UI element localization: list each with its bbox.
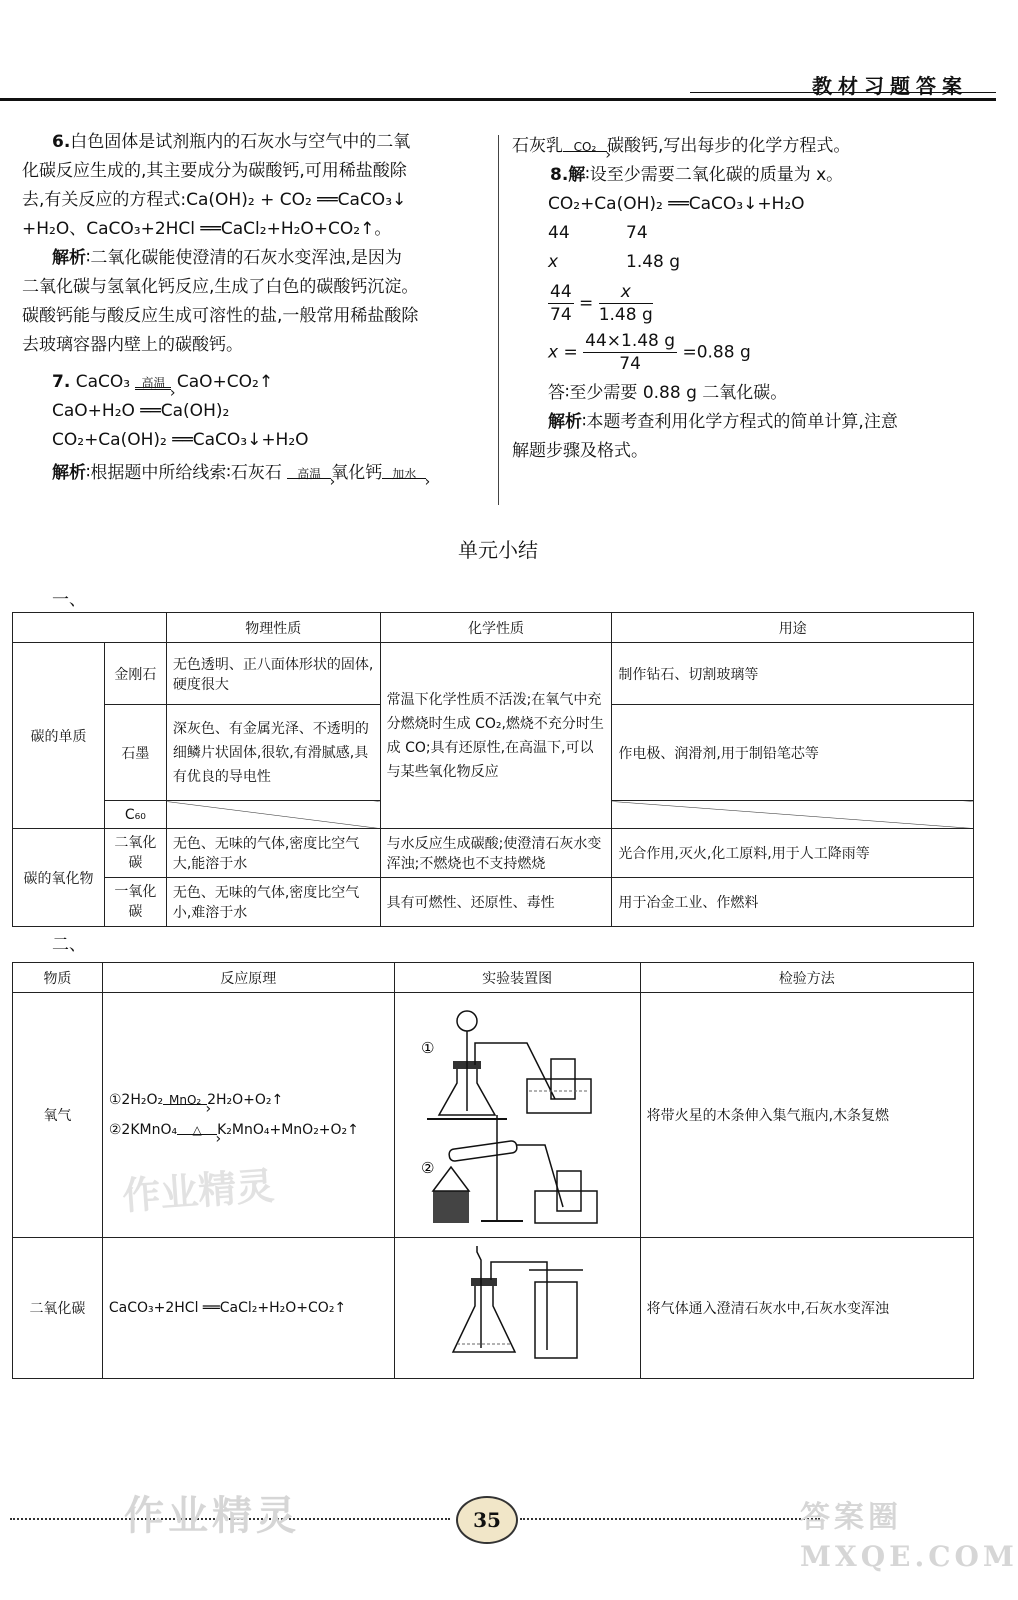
arrow-icon (563, 141, 607, 154)
co2-use: 光合作用,灭火,化工原料,用于人工降雨等 (612, 829, 974, 878)
q6-analysis-3: 碳酸钙能与酸反应生成可溶性的盐,一般常用稀盐酸除 (22, 306, 419, 326)
q7-number: 7. (52, 372, 71, 392)
o2-r1-cond: MnO₂ (169, 1093, 202, 1107)
apparatus-label-2: ② (420, 1159, 435, 1177)
q6-line-2: 化碳反应生成的,其主要成分为碳酸钙,可用稀盐酸除 (22, 161, 407, 181)
fraction-x-1.48 (599, 281, 653, 326)
co2-chemical: 与水反应生成碳酸;使澄清石灰水变浑浊;不燃烧也不支持燃烧 (380, 829, 612, 878)
graphite-physical: 深灰色、有金属光泽、不透明的细鳞片状固体,很软,有滑腻感,具有优良的导电性 (166, 705, 380, 801)
arrow-icon (177, 1124, 217, 1137)
q7-analysis: ∶根据题中所给线索∶石灰石 (86, 463, 282, 483)
stopper (471, 1278, 497, 1286)
page-header-title: 教材习题答案 (812, 74, 968, 98)
cont-left: 石灰乳 (512, 136, 563, 156)
q6-analysis-1: ∶二氧化碳能使澄清的石灰水变浑浊,是因为 (86, 248, 402, 268)
q6-line-3: 去,有关反应的方程式:Ca(OH)₂ + CO₂ ══CaCO₃↓ (22, 190, 407, 210)
q6-analysis-label: 解析 (52, 248, 86, 268)
watermark-logo: 答案圈 (800, 1500, 902, 1535)
q8-text: ∶设至少需要二氧化碳的质量为 x。 (585, 165, 844, 185)
long-funnel (477, 1246, 481, 1348)
delivery-tube-2 (517, 1145, 563, 1207)
q8-number: 8. (550, 165, 569, 185)
table-header: 化学性质 (380, 613, 612, 643)
q8-analysis-1: ∶本题考查利用化学方程式的简单计算,注意 (582, 412, 898, 432)
watermark-logo: 作业精灵 (120, 1163, 276, 1219)
q7-eq2: CaO+H₂O ══Ca(OH)₂ (52, 401, 230, 421)
apparatus-label-1: ① (420, 1039, 435, 1057)
q6-line-1: 白色固体是试剂瓶内的石灰水与空气中的二氧 (70, 132, 411, 152)
header-rule (0, 98, 996, 101)
water-trough-2 (535, 1191, 597, 1223)
q8-analysis-label: 解析 (548, 412, 582, 432)
lamp-flame (433, 1167, 469, 1191)
q8-x: x (548, 252, 559, 272)
oxygen-reaction-1 (109, 1085, 388, 1115)
co2-apparatus (394, 1238, 640, 1379)
test-tube (448, 1140, 517, 1161)
q8-analysis-2: 解题步骤及格式。 (512, 441, 648, 461)
table-header: 用途 (612, 613, 974, 643)
diagonal-cell (166, 801, 380, 829)
condition-arrow (135, 377, 171, 392)
row-label-diamond: 金刚石 (104, 643, 166, 705)
q7-mid: 氧化钙 (331, 463, 383, 483)
frac3-num: 44×1.48 g (585, 331, 676, 351)
q7-analysis-label: 解析 (52, 463, 86, 483)
summary-title: 单元小结 (458, 538, 538, 562)
delivery-tube (491, 1262, 547, 1350)
q8-result: =0.88 g (682, 342, 751, 363)
row-label-c60: C₆₀ (104, 801, 166, 829)
q8-x-eq: x = (548, 342, 578, 363)
arrow-icon (287, 468, 331, 481)
header-rule-thin (690, 92, 996, 93)
row-label-graphite: 石墨 (104, 705, 166, 801)
right-column: 石灰乳 CO₂ › 碳酸钙,写出每步的化学方程式。 8.解∶设至少需要二氧化碳的质量为 x。 CO₂+Ca(OH)₂ ══CaCO₃↓+H₂O 44 74 x 1.48 g $\frac{44}{74}$ = $\frac{x}{1.48 g}$ x = $\frac{44\times 1.48 g}{74}$ =0.88 g 答∶至少需要 0.88 g 二氧化碳。 解析∶本题考查利用化学方程式的简单计算,注意 解题步骤及格式。 (512, 132, 982, 466)
o2-r2-post: K₂MnO₄+MnO₂+O₂↑ (217, 1122, 359, 1138)
table-row (13, 829, 974, 878)
table-row (13, 963, 974, 993)
oxygen-apparatus (394, 993, 640, 1238)
table-header: 物质 (13, 963, 103, 993)
o2-r1-post: 2H₂O+O₂↑ (207, 1092, 284, 1108)
carbon-properties-table (12, 612, 974, 927)
row-label-carbon-dioxide: 二氧化碳 (13, 1238, 103, 1379)
column-divider (498, 135, 499, 505)
group-carbon-elements: 碳的单质 (13, 643, 105, 829)
q7-cond2: 加水 (392, 467, 417, 481)
table-header-empty (13, 613, 167, 643)
co2-test-method: 将气体通入澄清石灰水中,石灰水变浑浊 (640, 1238, 973, 1379)
q7-eq3: CO₂+Ca(OH)₂ ══CaCO₃↓+H₂O (52, 430, 309, 450)
page-number: 35 (456, 1496, 518, 1544)
diagonal-cell (612, 801, 974, 829)
row-label-co2: 二氧化碳 (104, 829, 166, 878)
funnel-bulb (457, 1011, 477, 1031)
co-physical: 无色、无味的气体,密度比空气小,难溶于水 (166, 878, 380, 927)
graphite-use: 作电极、润滑剂,用于制铅笔芯等 (612, 705, 974, 801)
frac3-den: 74 (619, 354, 641, 374)
fraction-calc (583, 330, 677, 375)
row-label-oxygen: 氧气 (13, 993, 103, 1238)
o2-r2-pre: ②2KMnO₄ (108, 1122, 178, 1138)
o2-r1-pre: ①2H₂O₂ (108, 1092, 164, 1108)
q6-analysis-2: 二氧化碳与氢氧化钙反应,生成了白色的碳酸钙沉淀。 (22, 277, 419, 297)
water-trough (527, 1079, 591, 1113)
collection-bottle (535, 1282, 577, 1358)
carbon-chemical: 常温下化学性质不活泼;在氧气中充分燃烧时生成 CO₂,燃烧不充分时生成 CO;具有还原性,在高温下,可以与某些氧化物反应 (380, 643, 612, 829)
diamond-physical: 无色透明、正八面体形状的固体,硬度很大 (166, 643, 380, 705)
q7-eq1-left: CaCO₃ (75, 372, 131, 392)
table-row (13, 1238, 974, 1379)
watermark-logo: MXQE.COM (800, 1540, 1018, 1573)
q8-answer: 答∶至少需要 0.88 g 二氧化碳。 (548, 383, 788, 403)
q8-equation: CO₂+Ca(OH)₂ ══CaCO₃↓+H₂O (548, 194, 805, 214)
frac1-num: 44 (550, 282, 572, 302)
q6-analysis-4: 去玻璃容器内壁上的碳酸钙。 (22, 335, 243, 355)
diamond-use: 制作钻石、切割玻璃等 (612, 643, 974, 705)
o2-r2-cond: △ (192, 1123, 202, 1137)
delivery-tube (475, 1043, 555, 1099)
table-row (13, 643, 974, 705)
co2-physical: 无色、无味的气体,密度比空气大,能溶于水 (166, 829, 380, 878)
table-header: 检验方法 (640, 963, 973, 993)
q7-eq1-right: CaO+CO₂↑ (176, 372, 274, 392)
q8-mass-74: 74 (626, 223, 648, 243)
oxygen-apparatus-diagram (397, 995, 633, 1231)
table-header: 反应原理 (102, 963, 394, 993)
group-carbon-oxides: 碳的氧化物 (13, 829, 105, 927)
table-row (13, 878, 974, 927)
lamp-base (433, 1191, 469, 1223)
co2-apparatus-diagram (397, 1240, 633, 1372)
q7-eq1-condition: 高温 (141, 376, 166, 390)
co2-reaction: CaCO₃+2HCl ══CaCl₂+H₂O+CO₂↑ (102, 1238, 394, 1379)
left-column (22, 128, 480, 488)
table-header: 物理性质 (166, 613, 380, 643)
oxygen-test-method: 将带火星的木条伸入集气瓶内,木条复燃 (640, 993, 973, 1238)
frac2-den: 1.48 g (598, 305, 653, 325)
q8-given: 1.48 g (626, 252, 681, 272)
q8-mass-44: 44 (548, 223, 570, 243)
co-chemical: 具有可燃性、还原性、毒性 (380, 878, 612, 927)
row-label-co: 一氧化碳 (104, 878, 166, 927)
co-use: 用于冶金工业、作燃料 (612, 878, 974, 927)
cont-condition: CO₂ (573, 140, 597, 154)
oxygen-reaction-2 (109, 1115, 388, 1145)
q6-line-4: +H₂O、CaCO₃+2HCl ══CaCl₂+H₂O+CO₂↑。 (22, 219, 392, 239)
section-one-label: 一、 (52, 590, 86, 610)
cont-right: 碳酸钙,写出每步的化学方程式。 (607, 136, 851, 156)
q8-label: 解 (568, 165, 586, 185)
frac2-num: x (599, 281, 653, 304)
frac1-den: 74 (550, 305, 572, 325)
conical-flask (453, 1282, 515, 1352)
q6-number: 6. (52, 132, 71, 152)
watermark-logo: 作业精灵 (124, 1492, 300, 1539)
table-header: 实验装置图 (394, 963, 640, 993)
q7-cond1: 高温 (297, 467, 322, 481)
arrow-icon (163, 1094, 207, 1107)
arrow-icon (382, 468, 426, 481)
table-row (13, 613, 974, 643)
section-two-label: 二、 (52, 935, 86, 955)
footer-rule-right (520, 1518, 820, 1520)
fraction-44-74 (548, 281, 574, 326)
